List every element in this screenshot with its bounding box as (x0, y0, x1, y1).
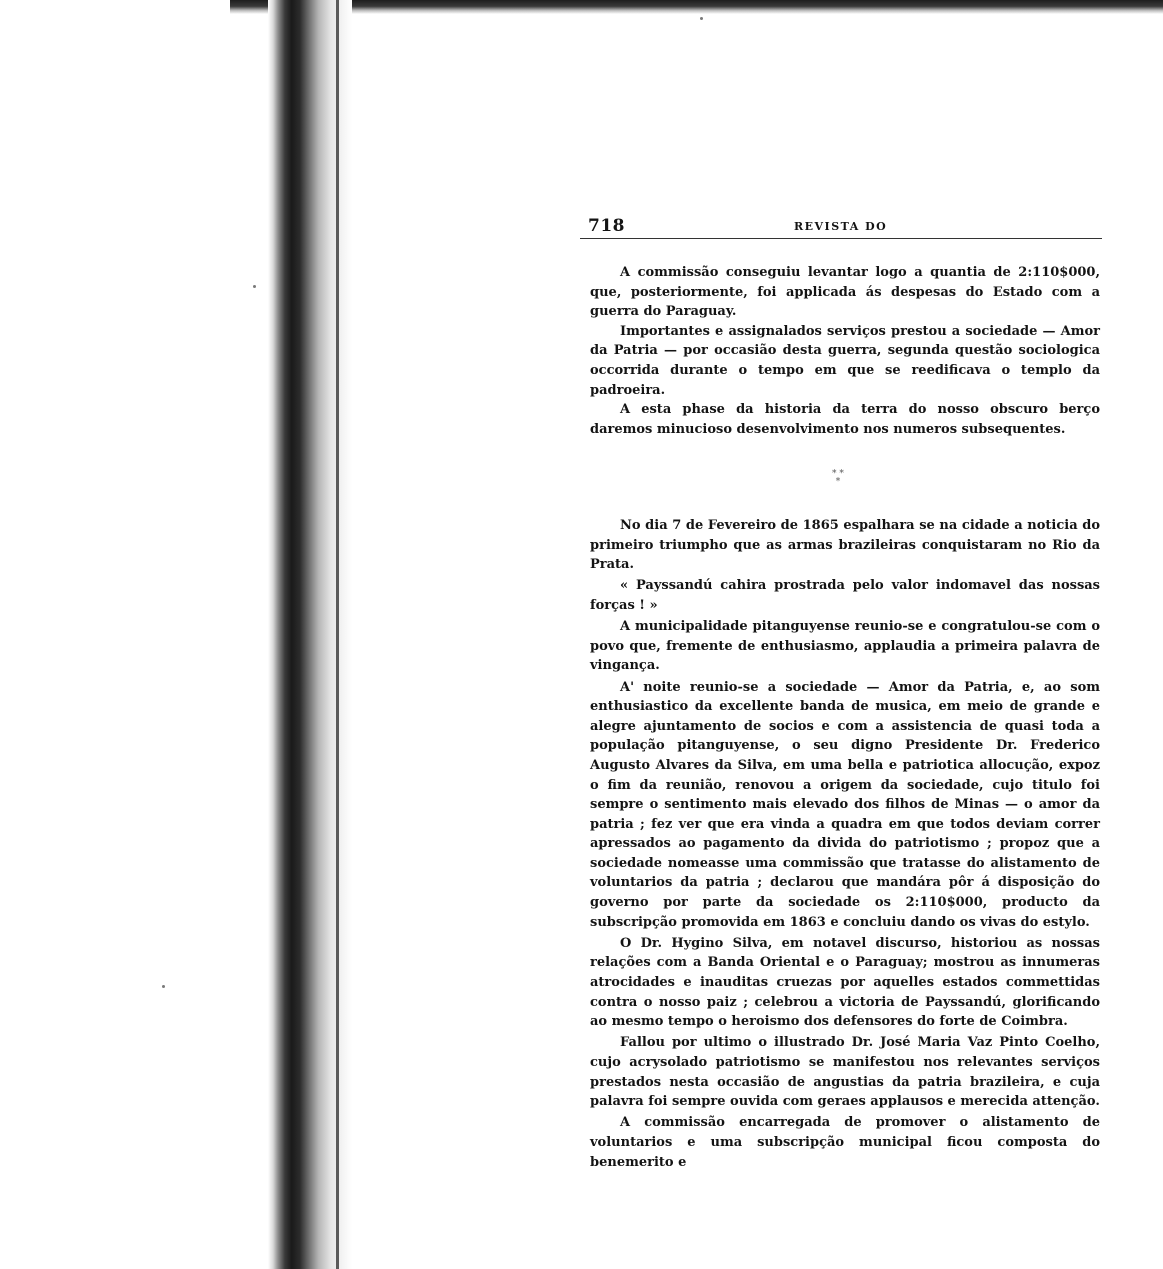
page-header (580, 216, 1102, 239)
paragraph: A' noite reunio-se a sociedade — Amor da Patria, e, ao som enthusiastico da excellente banda de musica, em meio de grande e alegre ajuntamento de socios e com a assistencia de quasi toda a população pitanguyense, o seu digno Presidente Dr. Frederico Augusto Alvares da Silva, em uma bella e patriotica allocução, expoz o fim da reunião, renovou a origem da sociedade, cujo titulo foi sempre o sentimento mais elevado dos filhos de Minas — o amor da patria ; fez ver que era vinda a quadra em que todos deviam correr apressados ao pagamento da divida do patriotismo ; propoz que a sociedade nomeasse uma commissão que tratasse do alistamento de voluntarios da patria ; declarou que mandára pôr á disposição do governo por parte da sociedade os 2:110$000, producto da subscripção promovida em 1863 e concluiu dando os vivas do estylo. (590, 679, 1100, 930)
paragraph: A municipalidade pitanguyense reunio-se e congratulou-se com o povo que, fremente de enthusiasmo, applaudia a primeira palavra de vingança. (590, 619, 1100, 674)
paragraph: A esta phase da historia da terra do nosso obscuro berço daremos minucioso desenvolvimento nos numeros subsequentes. (590, 402, 1100, 437)
paragraph: « Payssandú cahira prostrada pelo valor indomavel das nossas forças ! » (590, 578, 1100, 613)
book-page (580, 0, 1105, 1269)
paragraph: No dia 7 de Fevereiro de 1865 espalhara se na cidade a noticia do primeiro triumpho que as armas brazileiras conquistaram no Rio da Prata. (590, 518, 1100, 573)
paragraph: O Dr. Hygino Silva, em notavel discurso, historiou as nossas relações com a Banda Oriental e o Paraguay; mostrou as innumeras atrocidades e inauditas cruezas por aquelles estados commettidas contra o nosso paiz ; celebrou a victoria de Payssandú, glorificando ao mesmo tempo o heroismo dos defensores do forte de Coimbra. (590, 935, 1100, 1030)
running-head: REVISTA DO (794, 220, 888, 233)
book-gutter-shadow (268, 0, 352, 1269)
paragraph: Importantes e assignalados serviços prestou a sociedade — Amor da Patria — por occasião desta guerra, segunda questão sociologica occorrida durante o tempo em que se reedificava o templo da padroeira. (590, 323, 1100, 398)
paragraph: Fallou por ultimo o illustrado Dr. José Maria Vaz Pinto Coelho, cujo acrysolado patriotismo se manifestou nos relevantes serviços prestados nesta occasião de angustias da patria brazileira, e cuja palavra foi sempre ouvida com geraes applausos e merecida attenção. (590, 1035, 1100, 1110)
paragraph: A commissão encarregada de promover o alistamento de voluntarios e uma subscripção municipal ficou composta do benemerito e (590, 1115, 1100, 1170)
scan-speck (162, 985, 165, 988)
page-number: 718 (588, 216, 625, 236)
paragraph: A commissão conseguiu levantar logo a quantia de 2:110$000, que, posteriormente, foi applicada ás despesas do Estado com a guerra do Paraguay. (590, 265, 1100, 320)
book-gutter-line (336, 0, 339, 1269)
section-separator-asterism: * * * (832, 469, 844, 487)
text-section-1 (590, 263, 1100, 439)
scan-speck (253, 285, 256, 288)
text-section-2 (590, 516, 1100, 1174)
